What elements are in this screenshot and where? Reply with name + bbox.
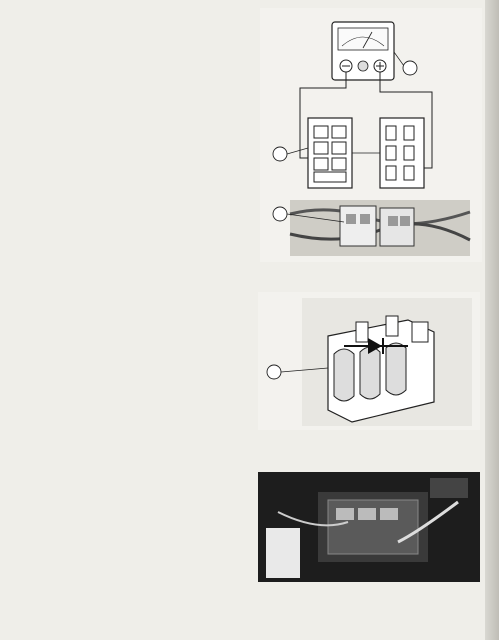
coupler-photo: [290, 200, 470, 256]
figure-diode: [258, 292, 480, 430]
figure-resistance-unit-photo: [258, 472, 480, 582]
diode-illustration: [258, 292, 480, 430]
resistance-unit-photo: [258, 472, 480, 582]
left-column-bottom: [22, 308, 250, 320]
page-binding-edge: [485, 0, 499, 640]
wiring-diagram: [260, 8, 482, 262]
figure-voltage-measurement: [260, 8, 482, 262]
lamp-unit-coupler: [308, 118, 424, 188]
voltmeter-illustration: [332, 22, 394, 80]
